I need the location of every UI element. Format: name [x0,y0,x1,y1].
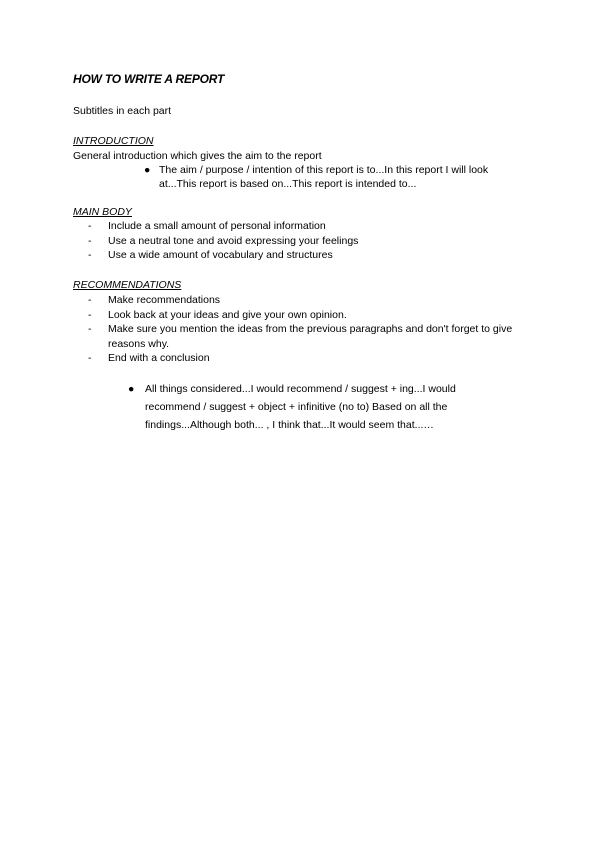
list-item-text: Make sure you mention the ideas from the previous paragraphs and don't forget to give reasons why. [108,323,513,350]
dash-icon: - [88,352,92,364]
dash-icon: - [88,294,92,306]
bullet-icon: ● [128,383,135,395]
list-item-text: Look back at your ideas and give your own opinion. [108,308,347,321]
list-item [73,293,523,308]
recommendation-phrases-text: All things considered...I would recommend / suggest + ing...I would recommend / suggest + object + infinitive (no to) Based on all the findings...Although both... , I think that...It would seem that...… [145,383,456,431]
list-item [73,234,523,249]
dash-icon: - [88,220,92,232]
dash-icon: - [88,249,92,261]
list-item-text: End with a conclusion [108,352,210,364]
document-title: HOW TO WRITE A REPORT [73,72,225,86]
list-item-text: Use a wide amount of vocabulary and structures [108,249,333,261]
list-item [73,322,523,351]
recommendation-phrases-list [128,380,508,434]
list-item [73,351,523,366]
recommendations-list [73,293,523,366]
list-item [73,308,523,323]
introduction-bullet-line-1: The aim / purpose / intention of this report is to...In this report I will look [159,164,489,176]
list-item [128,380,508,434]
dash-icon: - [88,323,92,335]
introduction-heading: INTRODUCTION [73,135,154,147]
introduction-bullet-line-2: at...This report is based on...This report is intended to... [159,178,417,190]
document-subtitle: Subtitles in each part [73,105,172,117]
list-item-text: Make recommendations [108,294,221,306]
main-body-list [73,219,523,263]
dash-icon: - [88,234,92,247]
recommendations-heading: RECOMMENDATIONS [73,279,182,291]
dash-icon: - [88,308,92,321]
introduction-bullet-list [144,163,504,191]
bullet-icon: ● [144,164,151,176]
list-item-text: Include a small amount of personal information [108,220,326,232]
main-body-heading: MAIN BODY [73,206,132,218]
introduction-text: General introduction which gives the aim to the report [73,150,322,162]
list-item-text: Use a neutral tone and avoid expressing your feelings [108,234,359,247]
list-item [144,163,504,191]
list-item [73,248,523,263]
list-item [73,219,523,234]
